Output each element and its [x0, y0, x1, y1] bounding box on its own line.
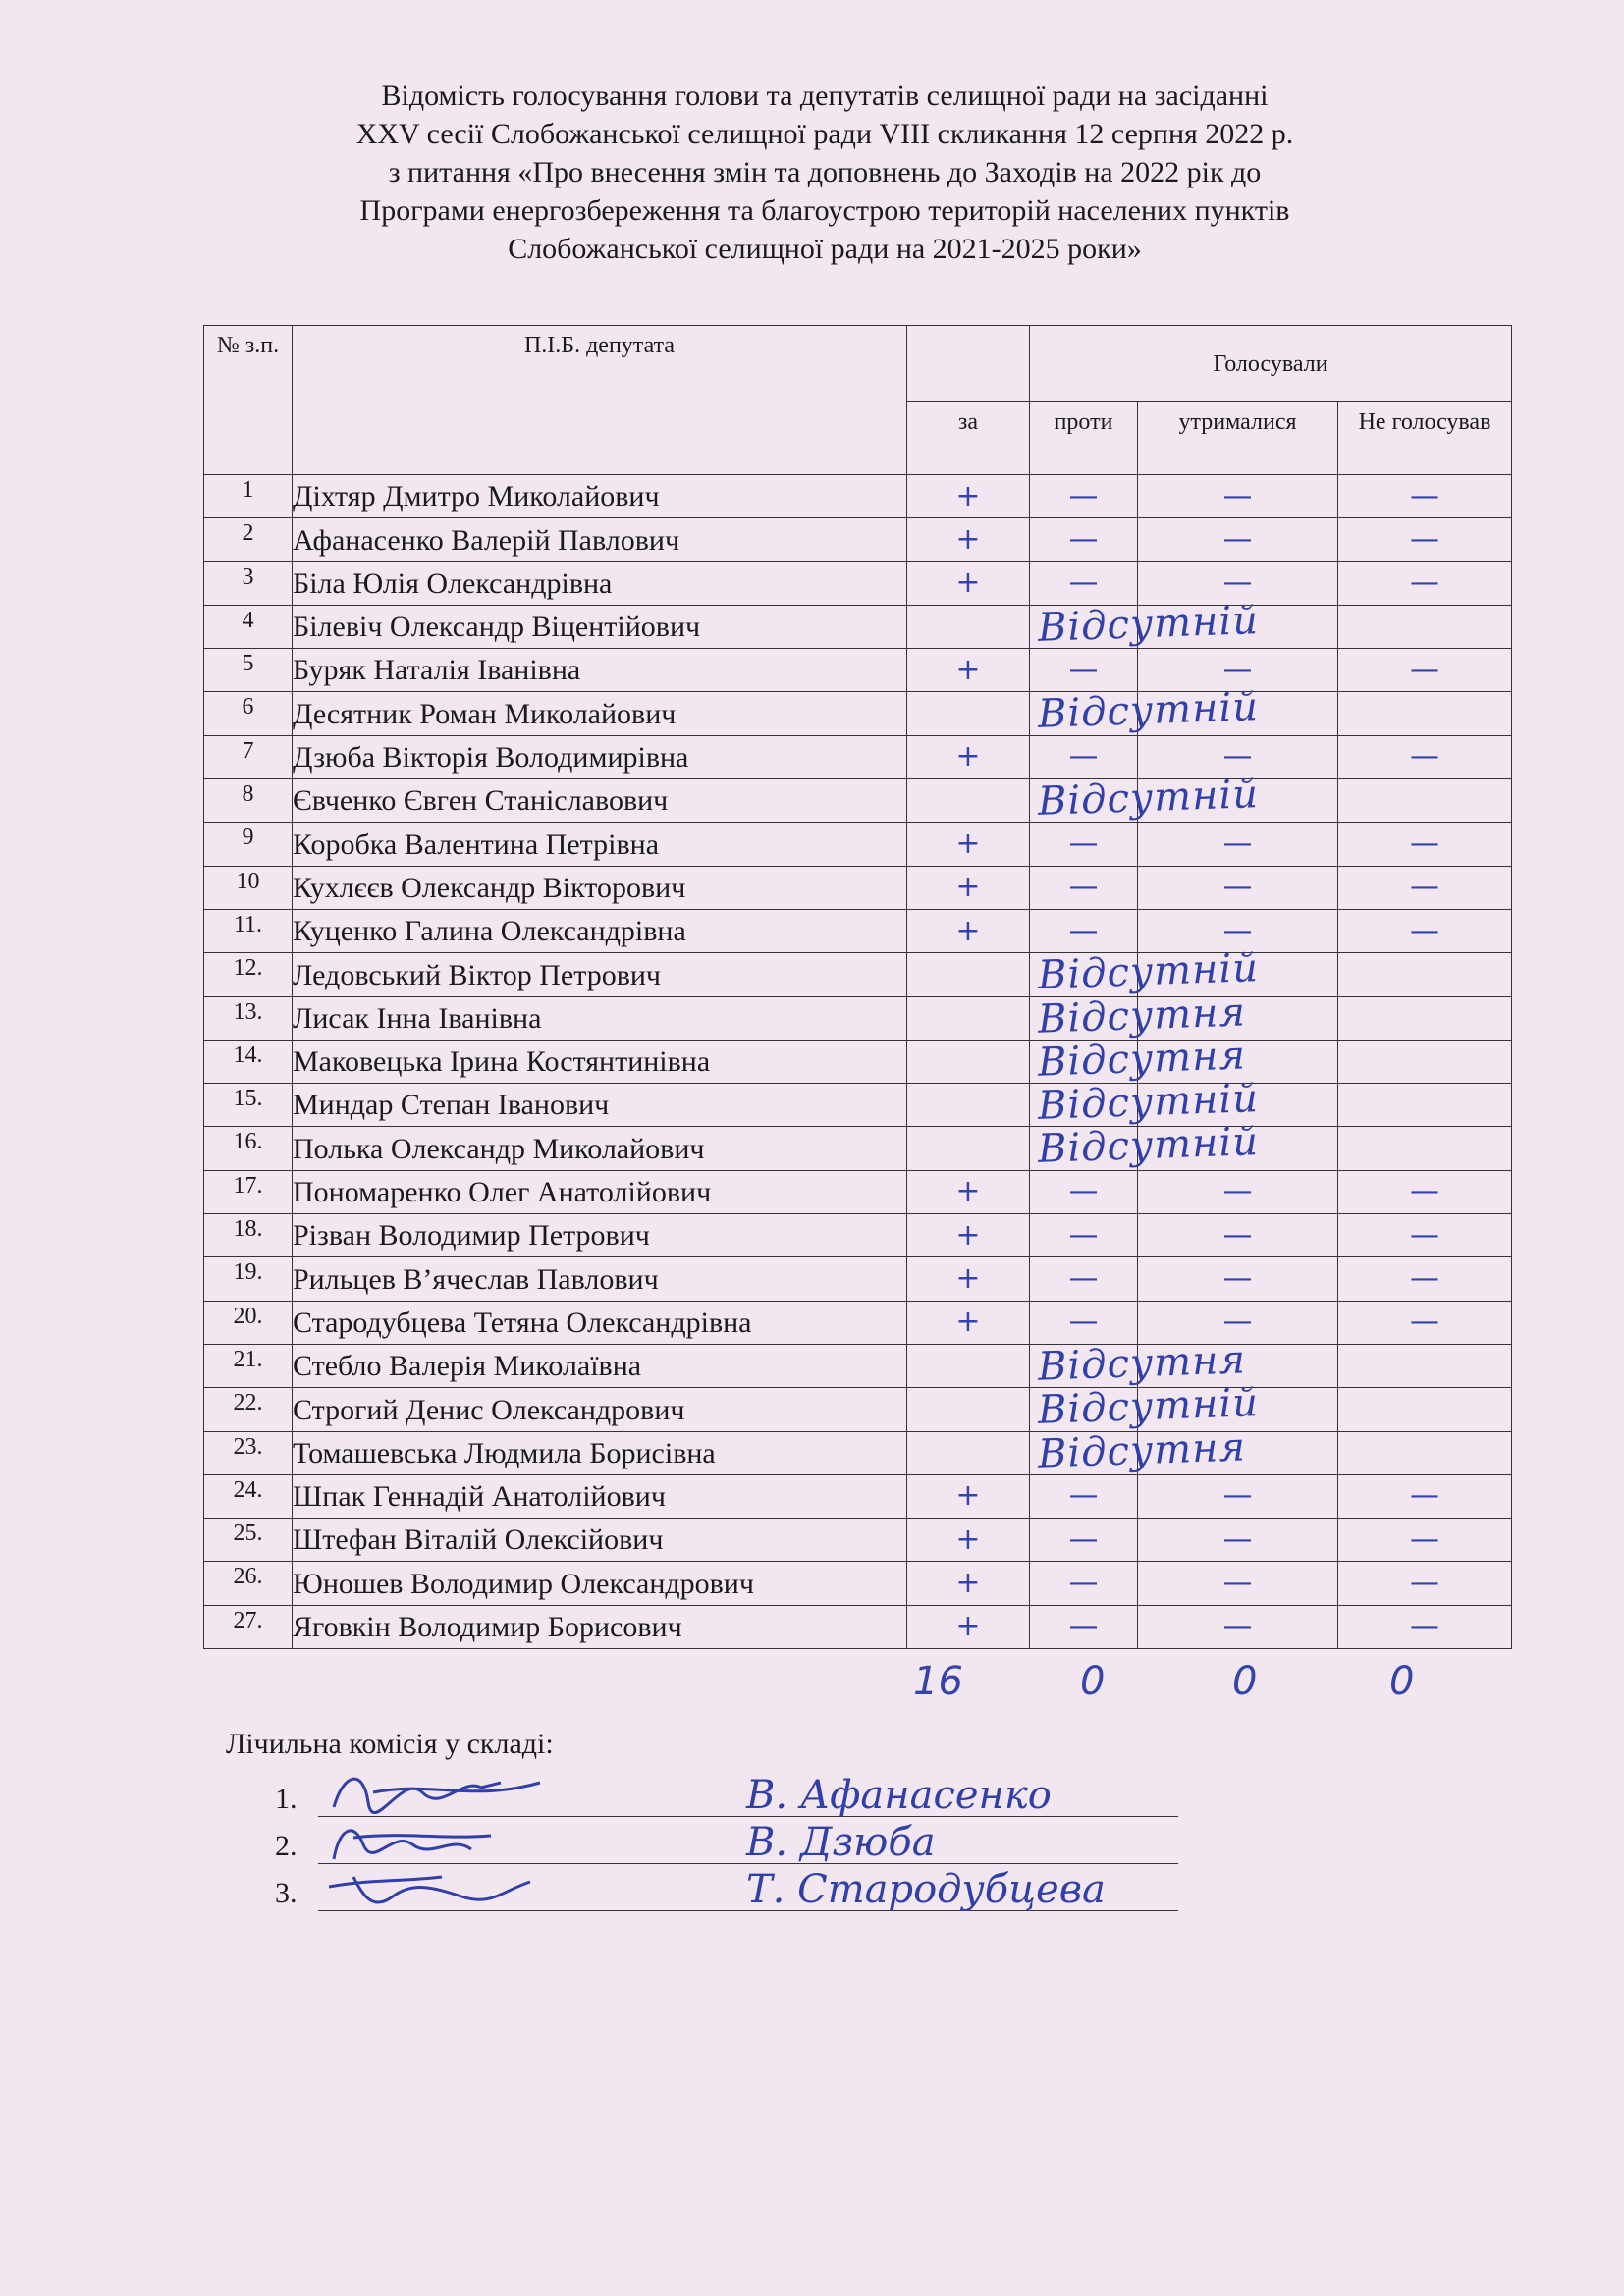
table-row	[204, 649, 1512, 692]
absent-mark: Відсутній	[1037, 1076, 1260, 1130]
vote-novote-mark: —	[1338, 561, 1512, 605]
commission-member-3	[275, 1867, 1178, 1920]
row-number: 25.	[204, 1519, 293, 1562]
vote-against-mark: —	[1030, 1170, 1138, 1213]
row-number: 6	[204, 692, 293, 735]
vote-against-mark: —	[1030, 1605, 1138, 1648]
deputy-name: Біла Юлія Олександрівна	[293, 561, 907, 605]
header-number: № з.п.	[204, 326, 293, 475]
vote-for-cell	[907, 1431, 1030, 1474]
absent-mark: Відсутня	[1037, 1337, 1247, 1390]
deputy-name: Миндар Степан Іванович	[293, 1084, 907, 1127]
vote-against-mark: —	[1030, 1562, 1138, 1605]
table-row	[204, 823, 1512, 866]
header-for: за	[907, 402, 1030, 475]
vote-novote-mark: —	[1338, 823, 1512, 866]
row-number: 9	[204, 823, 293, 866]
row-number: 1	[204, 475, 293, 518]
row-number: 2	[204, 518, 293, 561]
member-name: Т. Стародубцева	[746, 1867, 1106, 1912]
table-row	[204, 735, 1512, 778]
absent-cell	[1030, 1380, 1260, 1434]
vote-for-mark: +	[907, 561, 1030, 605]
vote-against-mark: —	[1030, 475, 1138, 518]
vote-for-cell	[907, 1127, 1030, 1170]
vote-for-mark: +	[907, 1519, 1030, 1562]
vote-abstain-mark: —	[1138, 823, 1338, 866]
absent-mark: Відсутній	[1037, 945, 1260, 999]
vote-novote-cell	[1338, 1127, 1512, 1170]
vote-novote-mark: —	[1338, 1170, 1512, 1213]
row-number: 13.	[204, 996, 293, 1040]
vote-novote-mark: —	[1338, 866, 1512, 909]
vote-novote-cell	[1338, 692, 1512, 735]
table-row	[204, 996, 1512, 1040]
vote-for-cell	[907, 1040, 1030, 1083]
title-line-3: з питання «Про внесення змін та доповнень до Заходів на 2022 рік до	[388, 156, 1262, 188]
vote-against-mark: —	[1030, 649, 1138, 692]
table-row	[204, 561, 1512, 605]
vote-abstain-mark: —	[1138, 649, 1338, 692]
deputy-name: Афанасенко Валерій Павлович	[293, 518, 907, 561]
row-number: 15.	[204, 1084, 293, 1127]
vote-against-mark: —	[1030, 1214, 1138, 1257]
absent-cell	[1030, 684, 1260, 738]
table-row	[204, 1344, 1512, 1387]
title-line-2: XXV сесії Слобожанської селищної ради VIII скликання 12 серпня 2022 р.	[355, 118, 1294, 150]
vote-against-mark: —	[1030, 1519, 1138, 1562]
vote-novote-cell	[1338, 1431, 1512, 1474]
member-name: В. Дзюба	[746, 1820, 936, 1865]
vote-abstain-mark: —	[1138, 735, 1338, 778]
vote-for-mark: +	[907, 1562, 1030, 1605]
vote-against-mark: —	[1030, 1474, 1138, 1518]
deputy-name: Штефан Віталій Олексійович	[293, 1519, 907, 1562]
deputy-name: Кухлєєв Олександр Вікторович	[293, 866, 907, 909]
commission-label: Лічильна комісія у складі:	[226, 1728, 554, 1760]
absent-cell	[1030, 1076, 1260, 1130]
table-row	[204, 1605, 1512, 1648]
deputy-name: Строгий Денис Олександрович	[293, 1388, 907, 1431]
vote-for-mark: +	[907, 1605, 1030, 1648]
table-row	[204, 1127, 1512, 1170]
handwritten-signature	[314, 1857, 569, 1916]
table-row	[204, 1388, 1512, 1431]
header-name: П.І.Б. депутата	[293, 326, 907, 475]
vote-for-cell	[907, 1388, 1030, 1431]
row-number: 27.	[204, 1605, 293, 1648]
vote-abstain-mark: —	[1138, 866, 1338, 909]
vote-for-cell	[907, 1344, 1030, 1387]
vote-for-mark: +	[907, 1474, 1030, 1518]
deputy-name: Томашевська Людмила Борисівна	[293, 1431, 907, 1474]
vote-abstain-mark: —	[1138, 1257, 1338, 1301]
vote-abstain-mark: —	[1138, 561, 1338, 605]
vote-novote-cell	[1338, 1084, 1512, 1127]
row-number: 5	[204, 649, 293, 692]
row-number: 23.	[204, 1431, 293, 1474]
row-number: 18.	[204, 1214, 293, 1257]
absent-mark: Відсутній	[1037, 1380, 1260, 1434]
vote-for-mark: +	[907, 1301, 1030, 1344]
vote-novote-mark: —	[1338, 649, 1512, 692]
vote-against-mark: —	[1030, 909, 1138, 952]
table-row	[204, 866, 1512, 909]
member-number: 1.	[275, 1783, 298, 1815]
deputy-name: Куценко Галина Олександрівна	[293, 909, 907, 952]
table-row	[204, 1257, 1512, 1301]
vote-novote-mark: —	[1338, 1257, 1512, 1301]
absent-cell	[1030, 1337, 1247, 1390]
vote-abstain-mark: —	[1138, 909, 1338, 952]
vote-abstain-mark: —	[1138, 518, 1338, 561]
row-number: 4	[204, 605, 293, 648]
row-number: 14.	[204, 1040, 293, 1083]
absent-mark: Відсутня	[1037, 988, 1247, 1042]
deputy-name: Стародубцева Тетяна Олександрівна	[293, 1301, 907, 1344]
vote-novote-mark: —	[1338, 909, 1512, 952]
row-number: 22.	[204, 1388, 293, 1431]
vote-abstain-mark: —	[1138, 475, 1338, 518]
title-line-1: Відомість голосування голови та депутатів селищної ради на засіданні	[381, 80, 1269, 112]
vote-for-mark: +	[907, 735, 1030, 778]
vote-for-mark: +	[907, 909, 1030, 952]
vote-for-mark: +	[907, 1214, 1030, 1257]
absent-cell	[1030, 988, 1247, 1042]
vote-abstain-mark: —	[1138, 1170, 1338, 1213]
deputy-name: Дзюба Вікторія Володимирівна	[293, 735, 907, 778]
row-number: 3	[204, 561, 293, 605]
vote-novote-mark: —	[1338, 1474, 1512, 1518]
row-number: 7	[204, 735, 293, 778]
row-number: 17.	[204, 1170, 293, 1213]
voting-table	[203, 325, 1512, 1649]
vote-for-mark: +	[907, 649, 1030, 692]
table-row	[204, 518, 1512, 561]
vote-for-cell	[907, 779, 1030, 823]
absent-cell	[1030, 1033, 1247, 1086]
vote-novote-cell	[1338, 1344, 1512, 1387]
title-line-5: Слобожанської селищної ради на 2021-2025 роки»	[508, 233, 1142, 265]
absent-mark: Відсутній	[1037, 597, 1260, 651]
vote-for-mark: +	[907, 518, 1030, 561]
vote-for-mark: +	[907, 1257, 1030, 1301]
vote-novote-cell	[1338, 779, 1512, 823]
table-row	[204, 1562, 1512, 1605]
vote-abstain-mark: —	[1138, 1474, 1338, 1518]
header-novote: Не голосував	[1338, 402, 1512, 475]
deputy-name: Полька Олександр Миколайович	[293, 1127, 907, 1170]
member-name: В. Афанасенко	[746, 1773, 1052, 1818]
vote-novote-mark: —	[1338, 1605, 1512, 1648]
vote-for-cell	[907, 605, 1030, 648]
total-abstain: 0	[1232, 1659, 1258, 1704]
vote-for-mark: +	[907, 823, 1030, 866]
absent-cell	[1030, 1119, 1260, 1173]
row-number: 24.	[204, 1474, 293, 1518]
vote-abstain-mark: —	[1138, 1519, 1338, 1562]
deputy-name: Шпак Геннадій Анатолійович	[293, 1474, 907, 1518]
document-title	[226, 77, 1424, 268]
table-row	[204, 692, 1512, 735]
deputy-name: Буряк Наталія Іванівна	[293, 649, 907, 692]
vote-for-mark: +	[907, 866, 1030, 909]
row-number: 26.	[204, 1562, 293, 1605]
row-number: 11.	[204, 909, 293, 952]
vote-novote-cell	[1338, 605, 1512, 648]
vote-novote-mark: —	[1338, 1562, 1512, 1605]
vote-novote-mark: —	[1338, 1519, 1512, 1562]
title-line-4: Програми енергозбереження та благоустрою територій населених пунктів	[359, 194, 1290, 227]
vote-novote-cell	[1338, 953, 1512, 996]
deputy-name: Маковецька Ірина Костянтинівна	[293, 1040, 907, 1083]
member-number: 3.	[275, 1877, 298, 1909]
vote-abstain-mark: —	[1138, 1301, 1338, 1344]
vote-novote-cell	[1338, 1388, 1512, 1431]
deputy-name: Різван Володимир Петрович	[293, 1214, 907, 1257]
vote-against-mark: —	[1030, 1301, 1138, 1344]
table-row	[204, 909, 1512, 952]
vote-novote-mark: —	[1338, 518, 1512, 561]
vote-against-mark: —	[1030, 866, 1138, 909]
total-novote: 0	[1389, 1659, 1415, 1704]
table-row	[204, 605, 1512, 648]
row-number: 16.	[204, 1127, 293, 1170]
row-number: 8	[204, 779, 293, 823]
deputy-name: Стебло Валерія Миколаївна	[293, 1344, 907, 1387]
absent-mark: Відсутня	[1037, 1423, 1247, 1477]
deputy-name: Діхтяр Дмитро Миколайович	[293, 475, 907, 518]
absent-cell	[1030, 772, 1260, 825]
vote-novote-cell	[1338, 1040, 1512, 1083]
row-number: 19.	[204, 1257, 293, 1301]
table-row	[204, 1084, 1512, 1127]
vote-abstain-mark: —	[1138, 1605, 1338, 1648]
vote-for-cell	[907, 1084, 1030, 1127]
deputy-name: Білевіч Олександр Віцентійович	[293, 605, 907, 648]
table-row	[204, 475, 1512, 518]
vote-against-mark: —	[1030, 823, 1138, 866]
table-row	[204, 1519, 1512, 1562]
vote-abstain-mark: —	[1138, 1562, 1338, 1605]
deputy-name: Рильцев В’ячеслав Павлович	[293, 1257, 907, 1301]
table-row	[204, 1040, 1512, 1083]
table-row	[204, 779, 1512, 823]
vote-against-mark: —	[1030, 1257, 1138, 1301]
absent-cell	[1030, 597, 1260, 651]
absent-cell	[1030, 945, 1260, 999]
table-row	[204, 1214, 1512, 1257]
deputy-name: Пономаренко Олег Анатолійович	[293, 1170, 907, 1213]
deputy-name: Коробка Валентина Петрівна	[293, 823, 907, 866]
vote-for-mark: +	[907, 1170, 1030, 1213]
member-number: 2.	[275, 1830, 298, 1862]
table-row	[204, 1170, 1512, 1213]
vote-novote-mark: —	[1338, 1301, 1512, 1344]
vote-for-mark: +	[907, 475, 1030, 518]
deputy-name: Євченко Євген Станіславович	[293, 779, 907, 823]
vote-abstain-mark: —	[1138, 1214, 1338, 1257]
vote-totals	[0, 1659, 1624, 1718]
table-row	[204, 1431, 1512, 1474]
vote-against-mark: —	[1030, 518, 1138, 561]
row-number: 12.	[204, 953, 293, 996]
vote-novote-mark: —	[1338, 735, 1512, 778]
absent-cell	[1030, 1423, 1247, 1477]
deputy-name: Ледовський Віктор Петрович	[293, 953, 907, 996]
total-against: 0	[1080, 1659, 1106, 1704]
absent-mark: Відсутній	[1037, 684, 1260, 738]
header-voted: Голосували	[1030, 326, 1512, 402]
vote-novote-cell	[1338, 996, 1512, 1040]
deputy-name: Яговкін Володимир Борисович	[293, 1605, 907, 1648]
deputy-name: Десятник Роман Миколайович	[293, 692, 907, 735]
absent-mark: Відсутній	[1037, 772, 1260, 825]
row-number: 10	[204, 866, 293, 909]
vote-against-mark: —	[1030, 561, 1138, 605]
header-blank	[907, 326, 1030, 402]
row-number: 21.	[204, 1344, 293, 1387]
deputy-name: Юношев Володимир Олександрович	[293, 1562, 907, 1605]
table-row	[204, 1474, 1512, 1518]
vote-for-cell	[907, 953, 1030, 996]
row-number: 20.	[204, 1301, 293, 1344]
table-row	[204, 1301, 1512, 1344]
vote-against-mark: —	[1030, 735, 1138, 778]
table-row	[204, 953, 1512, 996]
vote-novote-mark: —	[1338, 475, 1512, 518]
deputy-name: Лисак Інна Іванівна	[293, 996, 907, 1040]
header-abstain: утрималися	[1138, 402, 1338, 475]
absent-mark: Відсутня	[1037, 1033, 1247, 1086]
vote-for-cell	[907, 996, 1030, 1040]
total-for: 16	[913, 1659, 963, 1704]
vote-novote-mark: —	[1338, 1214, 1512, 1257]
absent-mark: Відсутній	[1037, 1119, 1260, 1173]
vote-for-cell	[907, 692, 1030, 735]
header-against: проти	[1030, 402, 1138, 475]
